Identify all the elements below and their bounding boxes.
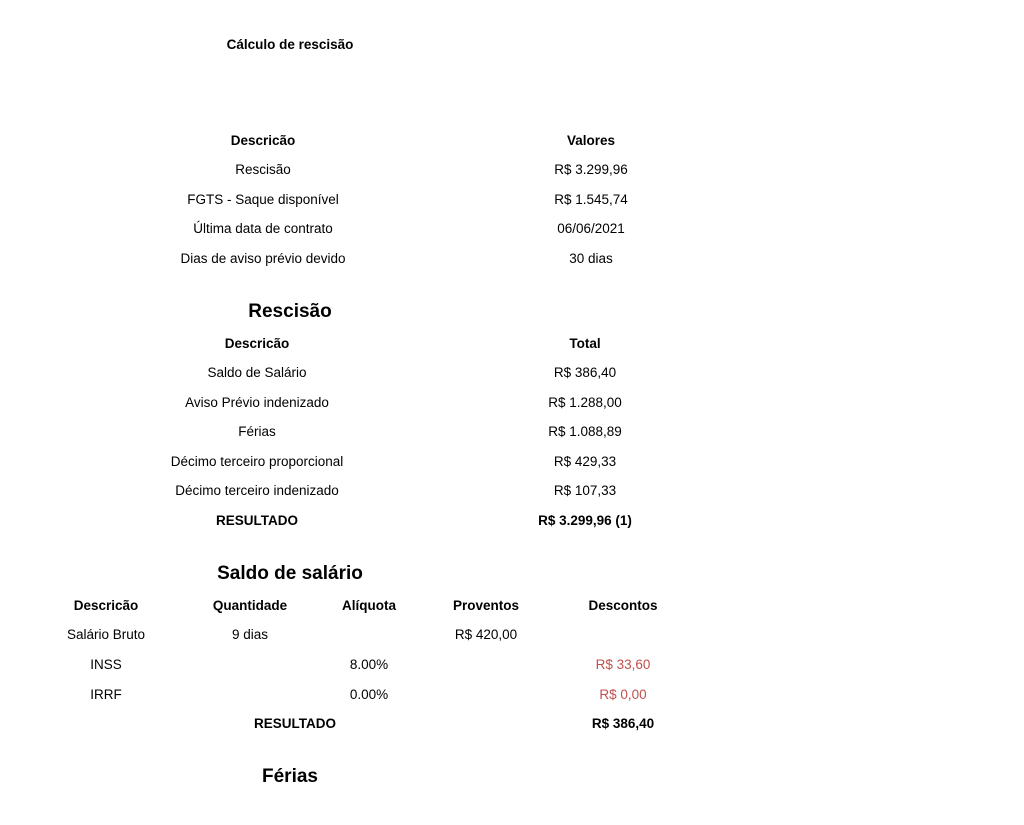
rescisao-result-value: R$ 3.299,96 (1) [538,513,632,528]
saldo-header-descricao: Descricão [73,598,139,613]
summary-row-label: Dias de aviso prévio devido [180,251,346,266]
document-title: Cálculo de rescisão [226,37,354,52]
section-title-saldo-salario: Saldo de salário [217,563,363,584]
rescisao-row-label: Aviso Prévio indenizado [185,395,329,410]
saldo-row-descontos: R$ 33,60 [595,657,651,672]
saldo-header-descontos: Descontos [588,598,658,613]
saldo-header-aliquota: Alíquota [342,598,396,613]
rescisao-row-label: Décimo terceiro indenizado [175,483,339,498]
saldo-header-proventos: Proventos [452,598,520,613]
summary-row-value: 06/06/2021 [557,221,625,236]
summary-header-descricao: Descricão [230,133,296,148]
saldo-row-aliquota: 0.00% [349,687,389,702]
rescisao-row-value: R$ 429,33 [553,454,617,469]
summary-row-value: R$ 1.545,74 [554,192,628,207]
saldo-row-descricao: Salário Bruto [66,627,146,642]
saldo-row-descontos: R$ 0,00 [599,687,647,702]
saldo-row-descricao: IRRF [90,687,122,702]
rescisao-row-label: Férias [238,424,276,439]
saldo-row-quantidade: 9 dias [231,627,269,642]
saldo-row-aliquota: 8.00% [349,657,389,672]
saldo-row-proventos: R$ 420,00 [454,627,518,642]
saldo-header-quantidade: Quantidade [212,598,288,613]
rescisao-header-total: Total [569,336,601,351]
rescisao-header-descricao: Descricão [224,336,290,351]
rescisao-row-value: R$ 107,33 [553,483,617,498]
summary-row-label: Rescisão [235,162,291,177]
rescisao-row-value: R$ 1.288,00 [548,395,622,410]
summary-row-label: Última data de contrato [193,221,333,236]
saldo-result-value: R$ 386,40 [591,716,655,731]
rescisao-result-label: RESULTADO [216,513,298,528]
saldo-result-label: RESULTADO [254,716,336,731]
section-title-ferias: Férias [262,766,318,787]
summary-row-value: 30 dias [569,251,613,266]
summary-row-value: R$ 3.299,96 [554,162,628,177]
rescisao-row-value: R$ 1.088,89 [548,424,622,439]
summary-row-label: FGTS - Saque disponível [187,192,339,207]
rescisao-row-label: Saldo de Salário [207,365,307,380]
rescisao-row-label: Décimo terceiro proporcional [170,454,344,469]
summary-header-valores: Valores [566,133,616,148]
saldo-row-descricao: INSS [90,657,122,672]
section-title-rescisao: Rescisão [248,301,332,322]
rescisao-row-value: R$ 386,40 [553,365,617,380]
